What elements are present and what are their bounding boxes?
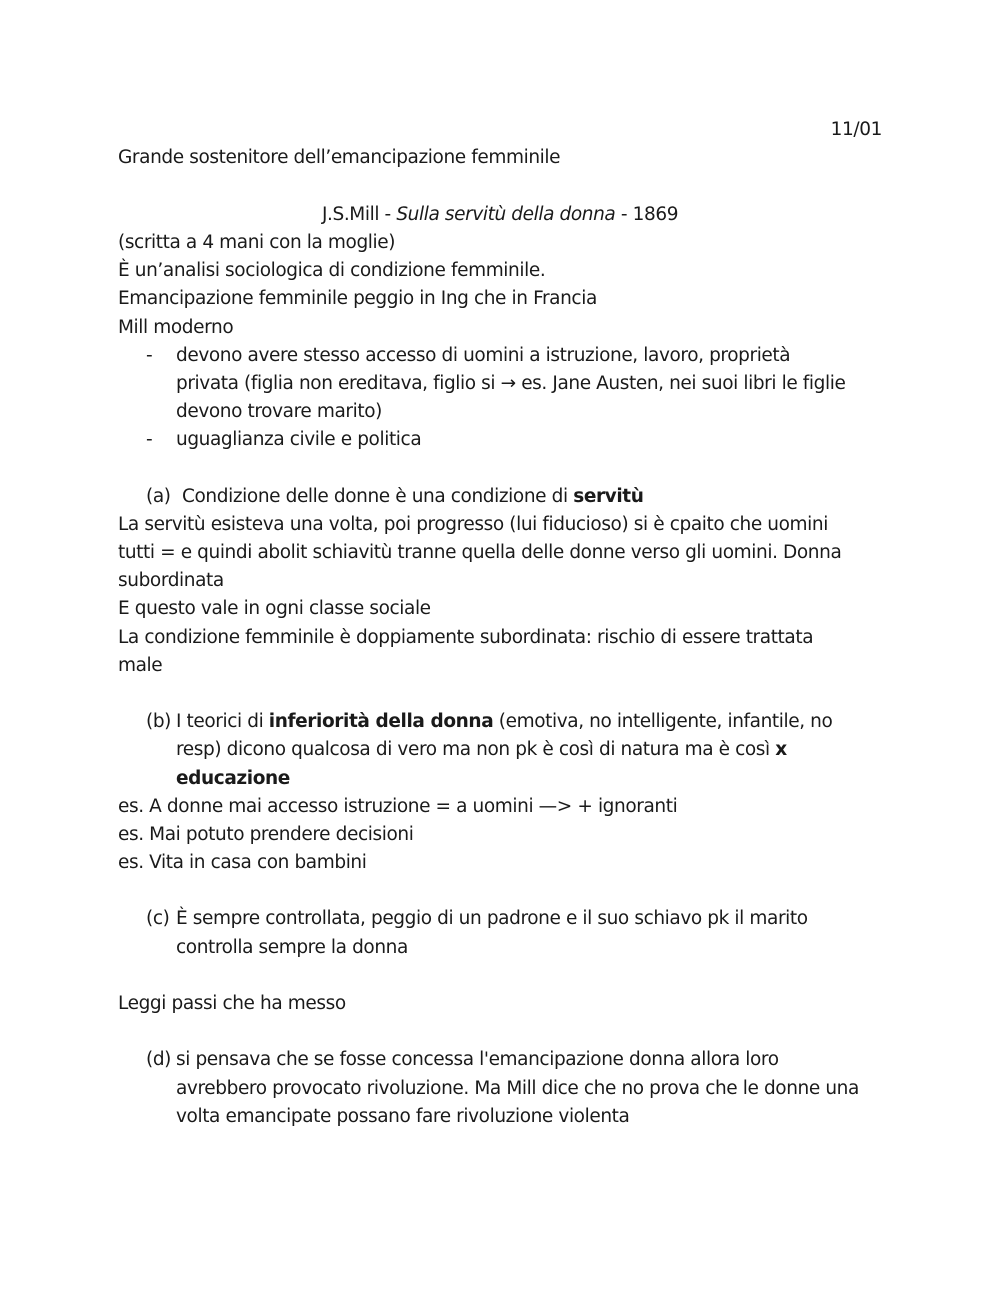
point-b-bold3: educazione (176, 768, 290, 789)
bullet-line: devono trovare marito) (176, 401, 382, 422)
text-line: Mill moderno (118, 317, 234, 338)
example-line: es. A donne mai accesso istruzione = a uomini —> + ignoranti (118, 796, 678, 817)
text-line: tutti = e quindi abolit schiavitù tranne quella delle donne verso gli uomini. Donna (118, 542, 842, 563)
text-line: (scritta a 4 mani con la moglie) (118, 232, 396, 253)
point-c-line: controlla sempre la donna (176, 937, 408, 958)
point-b-post1: (emotiva, no intelligente, infantile, no (493, 711, 833, 732)
point-b-bold1: inferiorità della donna (268, 711, 494, 732)
point-a-text: Condizione delle donne è una condizione di (182, 486, 574, 507)
point-label-c: (c) (146, 908, 170, 929)
point-b-line2-text: resp) dicono qualcosa di vero ma non pk è così di natura ma è così (176, 739, 776, 760)
point-d-line: si pensava che se fosse concessa l'emancipazione donna allora loro (176, 1049, 779, 1070)
point-d-line: volta emancipate possano fare rivoluzione violenta (176, 1106, 630, 1127)
point-label-a: (a) (146, 486, 171, 507)
point-label-d: (d) (146, 1049, 171, 1070)
point-a-heading (182, 483, 644, 511)
text-line: La condizione femminile è doppiamente subordinata: rischio di essere trattata (118, 627, 814, 648)
point-b-line1 (176, 708, 832, 736)
text-line: È un’analisi sociologica di condizione femminile. (118, 260, 546, 281)
text-line: subordinata (118, 570, 224, 591)
point-b-line3 (176, 765, 290, 793)
bullet-dash: - (146, 345, 153, 366)
point-c-line: È sempre controllata, peggio di un padrone e il suo schiavo pk il marito (176, 908, 808, 929)
bullet-line: devono avere stesso accesso di uomini a istruzione, lavoro, proprietà (176, 345, 791, 366)
title-author: J.S.Mill - (321, 204, 397, 225)
title-book: Sulla servitù della donna (396, 204, 616, 225)
text-line: E questo vale in ogni classe sociale (118, 598, 431, 619)
text-line: male (118, 655, 163, 676)
text-line: Emancipazione femminile peggio in Ing che in Francia (118, 288, 597, 309)
point-a-bold: servitù (573, 486, 644, 507)
example-line: es. Vita in casa con bambini (118, 852, 367, 873)
point-label-b: (b) (146, 711, 171, 732)
point-b-pre: I teorici di (176, 711, 269, 732)
date: 11/01 (830, 119, 882, 140)
text-line: La servitù esisteva una volta, poi progresso (lui fiducioso) si è cpaito che uomini (118, 514, 828, 535)
bullet-line: uguaglianza civile e politica (176, 429, 422, 450)
bullet-line: privata (figlia non ereditava, figlio si → es. Jane Austen, nei suoi libri le figlie (176, 373, 846, 394)
title-line (0, 201, 1000, 229)
point-b-bold2: x (775, 739, 787, 760)
intro-line: Grande sostenitore dell’emancipazione femminile (118, 147, 561, 168)
leggi-line: Leggi passi che ha messo (118, 993, 346, 1014)
example-line: es. Mai potuto prendere decisioni (118, 824, 414, 845)
point-b-line2 (176, 736, 787, 764)
point-d-line: avrebbero provocato rivoluzione. Ma Mill dice che no prova che le donne una (176, 1078, 859, 1099)
bullet-dash: - (146, 429, 153, 450)
title-year: - 1869 (615, 204, 679, 225)
